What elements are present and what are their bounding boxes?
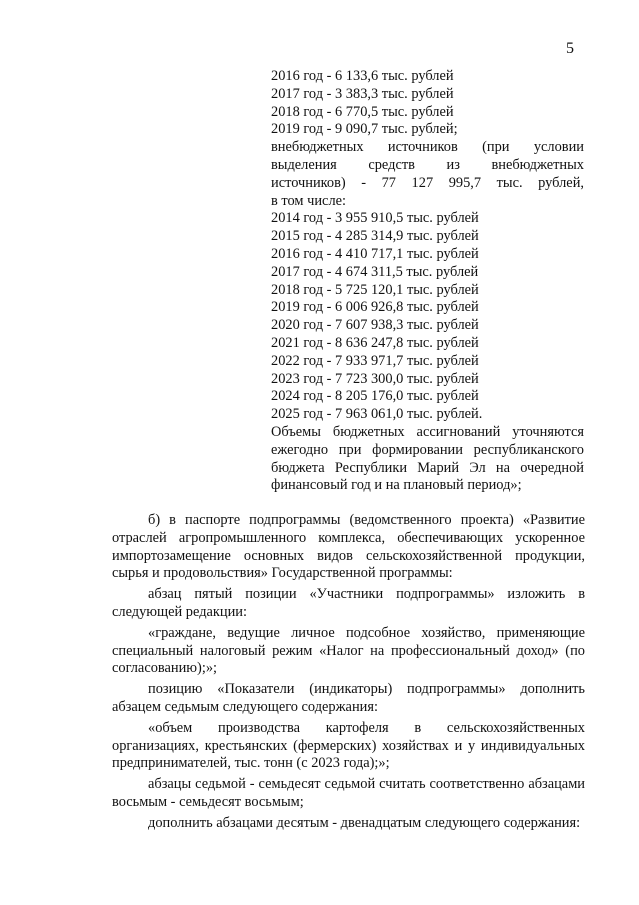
budget-year-line: 2024 год - 8 205 176,0 тыс. рублей: [271, 388, 479, 405]
budget-year-line: 2019 год - 6 006 926,8 тыс. рублей: [271, 299, 479, 316]
amendment-paragraph: позицию «Показатели (индикаторы) подпрограммы» дополнить абзацем седьмым следующего содержания:: [112, 681, 585, 715]
offbudget-sources-line: выделения средств из внебюджетных: [271, 156, 584, 173]
budget-year-line: 2015 год - 4 285 314,9 тыс. рублей: [271, 228, 479, 245]
amendments-section: [112, 512, 585, 833]
budget-year-line: 2018 год - 6 770,5 тыс. рублей: [271, 103, 454, 120]
offbudget-sources-total: источников) - 77 127 995,7 тыс. рублей,: [271, 174, 584, 191]
in-total-label: в том числе:: [271, 192, 347, 209]
budget-year-line: 2020 год - 7 607 938,3 тыс. рублей: [271, 317, 479, 334]
page-number: 5: [566, 40, 574, 57]
budget-year-line: 2014 год - 3 955 910,5 тыс. рублей: [271, 210, 479, 227]
budget-block: [271, 68, 584, 495]
budget-year-line: 2016 год - 4 410 717,1 тыс. рублей: [271, 245, 479, 262]
amendment-paragraph: абзац пятый позиции «Участники подпрограммы» изложить в следующей редакции:: [112, 586, 585, 620]
budget-year-line: 2017 год - 4 674 311,5 тыс. рублей: [271, 263, 479, 280]
budget-note: Объемы бюджетных ассигнований уточняются ежегодно при формировании республиканского бюджета Республики Марий Эл на очередной финансовый год и на плановый период»;: [271, 423, 584, 494]
budget-year-line: 2023 год - 7 723 300,0 тыс. рублей: [271, 370, 479, 387]
budget-year-line: 2022 год - 7 933 971,7 тыс. рублей: [271, 352, 479, 369]
budget-year-line: 2017 год - 3 383,3 тыс. рублей: [271, 85, 454, 102]
offbudget-sources-line: внебюджетных источников (при условии: [271, 139, 584, 156]
amendment-paragraph: б) в паспорте подпрограммы (ведомственного проекта) «Развитие отраслей агропромышленного комплекса, обеспечивающих ускоренное импортозамещение основных видов сельскохозяйственной продукции, сырья и продовольствия» Государственной программы:: [112, 512, 585, 582]
amendment-paragraph: «объем производства картофеля в сельскохозяйственных организациях, крестьянских (фермерских) хозяйствах и у индивидуальных предпринимателей, тыс. тонн (с 2023 года);»;: [112, 719, 585, 772]
budget-year-line: 2018 год - 5 725 120,1 тыс. рублей: [271, 281, 479, 298]
amendment-paragraph: дополнить абзацами десятым - двенадцатым следующего содержания:: [148, 814, 581, 831]
budget-year-line: 2016 год - 6 133,6 тыс. рублей: [271, 68, 454, 84]
amendment-paragraph: абзацы седьмой - семьдесят седьмой считать соответственно абзацами восьмым - семьдесят восьмым;: [112, 776, 585, 810]
amendment-paragraph: «граждане, ведущие личное подсобное хозяйство, применяющие специальный налоговый режим «Налог на профессиональный доход» (по согласованию);»;: [112, 624, 585, 677]
budget-year-line: 2019 год - 9 090,7 тыс. рублей;: [271, 121, 458, 138]
budget-year-line: 2025 год - 7 963 061,0 тыс. рублей.: [271, 406, 483, 423]
budget-year-line: 2021 год - 8 636 247,8 тыс. рублей: [271, 334, 479, 351]
